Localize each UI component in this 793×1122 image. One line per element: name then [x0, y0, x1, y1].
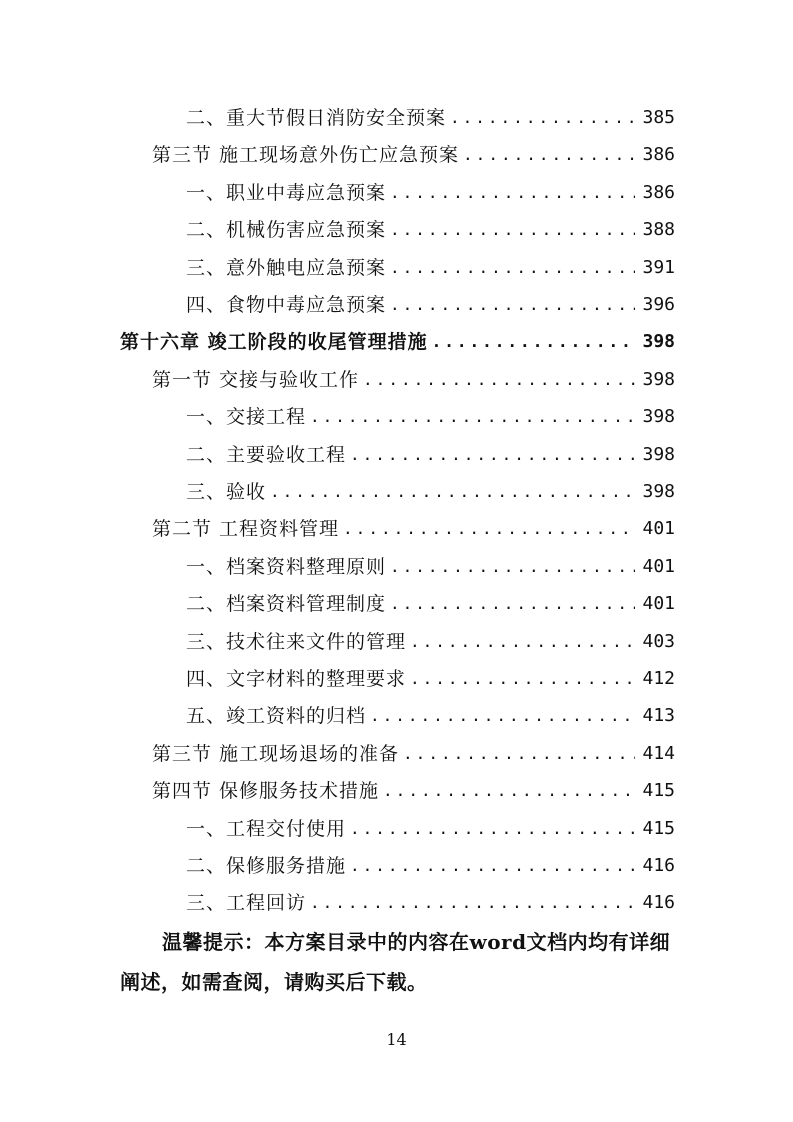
toc-dot-leader	[410, 624, 635, 660]
toc-dot-leader	[350, 811, 635, 847]
toc-entry-item[interactable]	[186, 474, 675, 510]
toc-entry-page: 414	[642, 742, 675, 764]
toc-dot-leader	[390, 175, 635, 211]
toc-entry-section[interactable]	[152, 736, 675, 772]
toc-entry-item[interactable]	[186, 399, 675, 435]
toc-entry-title: 第四节 保修服务技术措施	[152, 780, 380, 803]
toc-dot-leader	[390, 250, 635, 286]
toc-entry-section[interactable]	[152, 362, 675, 398]
toc-entry-page: 412	[642, 668, 675, 689]
toc-entry-page: 398	[642, 331, 675, 353]
toc-entry-title: 三、技术往来文件的管理	[186, 630, 407, 653]
toc-dot-leader	[270, 474, 635, 510]
toc-entry-item[interactable]	[186, 549, 675, 585]
toc-dot-leader	[410, 661, 635, 697]
toc-entry-page: 398	[642, 406, 675, 428]
toc-entry-page: 401	[642, 593, 675, 615]
toc-entry-page: 413	[642, 705, 675, 727]
toc-entry-title: 一、档案资料整理原则	[186, 555, 387, 578]
toc-entry-page: 401	[642, 555, 675, 577]
toc-entry-title: 第三节 施工现场意外伤亡应急预案	[152, 144, 460, 167]
toc-entry-title: 一、工程交付使用	[186, 817, 347, 840]
toc-entry-page: 415	[642, 780, 675, 802]
toc-entry-item[interactable]	[186, 437, 675, 473]
toc-entry-item[interactable]	[186, 661, 675, 697]
toc-entry-page: 386	[642, 181, 675, 203]
toc-dot-leader	[390, 287, 635, 323]
toc-dot-leader	[383, 773, 635, 809]
toc-entry-page: 401	[642, 518, 675, 540]
toc-entry-page: 415	[642, 817, 675, 839]
toc-entry-page: 386	[642, 144, 675, 166]
toc-entry-section[interactable]	[152, 773, 675, 809]
toc-entry-title: 一、交接工程	[186, 406, 307, 429]
toc-entry-item[interactable]	[186, 811, 675, 847]
toc-dot-leader	[450, 100, 635, 136]
toc-dot-leader	[390, 549, 635, 585]
toc-entry-item[interactable]	[186, 624, 675, 660]
toc-entry-page: 388	[642, 219, 675, 241]
toc-entry-title: 第二节 工程资料管理	[152, 518, 340, 541]
toc-entry-item[interactable]	[186, 885, 675, 921]
toc-entry-title: 四、食物中毒应急预案	[186, 294, 387, 316]
toc-entry-page: 385	[642, 107, 675, 128]
toc-entry-title: 第三节 施工现场退场的准备	[152, 742, 400, 765]
toc-dot-leader	[390, 212, 635, 248]
toc-dot-leader	[310, 885, 635, 921]
toc-dot-leader	[343, 511, 635, 547]
toc-entry-title: 二、主要验收工程	[186, 443, 347, 466]
toc-dot-leader	[350, 437, 635, 473]
toc-entry-page: 416	[642, 892, 675, 914]
toc-entry-item[interactable]	[186, 586, 675, 622]
toc-entry-title: 五、竣工资料的归档	[186, 705, 367, 728]
toc-entry-title: 一、职业中毒应急预案	[186, 181, 387, 204]
download-notice: 温馨提示：本方案目录中的内容在word文档内均有详细阐述，如需查阅，请购买后下载。	[120, 930, 671, 994]
toc-entry-section[interactable]	[152, 137, 675, 173]
toc-entry-item[interactable]	[186, 848, 675, 884]
toc-entry-title: 三、意外触电应急预案	[186, 256, 387, 279]
toc-entry-item[interactable]	[186, 698, 675, 734]
toc-entry-page: 398	[642, 368, 675, 390]
toc-dot-leader	[463, 137, 635, 173]
toc-entry-page: 396	[642, 294, 675, 315]
toc-dot-leader	[390, 586, 635, 622]
toc-dot-leader	[370, 698, 635, 734]
toc-entry-title: 二、保修服务措施	[186, 855, 347, 877]
toc-entry-title: 四、文字材料的整理要求	[186, 668, 407, 690]
toc-entry-page: 398	[642, 443, 675, 465]
toc-entry-title: 三、工程回访	[186, 892, 307, 915]
toc-entry-section[interactable]	[152, 511, 675, 547]
toc-dot-leader	[350, 848, 635, 884]
toc-entry-page: 403	[642, 630, 675, 652]
toc-dot-leader	[432, 324, 635, 360]
toc-dot-leader	[403, 736, 635, 772]
toc-entry-page: 398	[642, 481, 675, 502]
toc-dot-leader	[363, 362, 635, 398]
toc-entry-title: 第十六章 竣工阶段的收尾管理措施	[120, 331, 428, 354]
toc-entry-title: 二、机械伤害应急预案	[186, 219, 387, 242]
toc-entry-item[interactable]	[186, 250, 675, 286]
toc-entry-page: 391	[642, 256, 675, 278]
toc-entry-title: 第一节 交接与验收工作	[152, 368, 360, 391]
toc-entry-title: 二、档案资料管理制度	[186, 593, 387, 616]
toc-entry-title: 三、验收	[186, 481, 267, 503]
toc-entry-page: 416	[642, 855, 675, 876]
toc-dot-leader	[310, 399, 635, 435]
toc-entry-item[interactable]	[186, 175, 675, 211]
toc-entry-item[interactable]	[186, 212, 675, 248]
toc-entry-title: 二、重大节假日消防安全预案	[186, 107, 447, 129]
toc-entry-item[interactable]	[186, 100, 675, 136]
page-number: 14	[386, 1030, 407, 1049]
toc-entry-chapter[interactable]	[120, 324, 675, 360]
toc-entry-item[interactable]	[186, 287, 675, 323]
